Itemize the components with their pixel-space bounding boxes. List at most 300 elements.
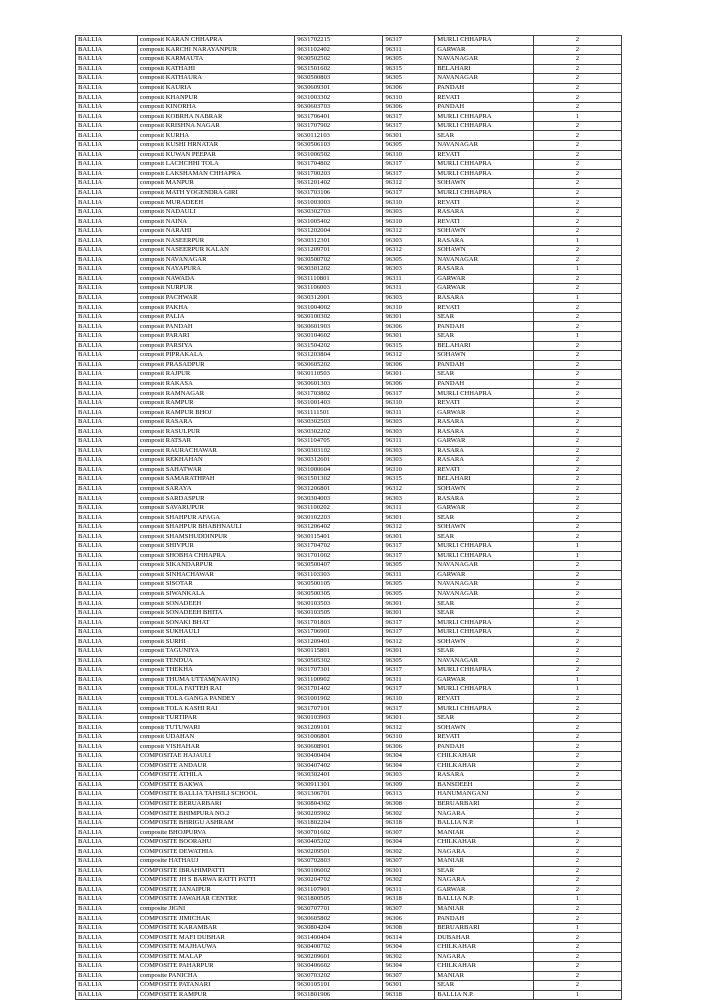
table-row	[76, 379, 622, 389]
table-row	[76, 608, 622, 618]
school-code-cell: 9631801906	[295, 990, 383, 1000]
school-name-cell: composit SONADEEH BHITA	[137, 608, 294, 618]
block-name-cell: SEAR	[435, 599, 533, 609]
school-name-cell: composit KATHAHI	[137, 64, 294, 74]
district-cell: BALLIA	[76, 389, 138, 399]
block-code-cell: 96305	[383, 589, 435, 599]
school-code-cell: 9630605802	[295, 914, 383, 924]
table-row	[76, 55, 622, 65]
count-cell: 2	[533, 207, 621, 217]
school-code-cell: 9631100202	[295, 503, 383, 513]
block-code-cell: 96303	[383, 207, 435, 217]
block-name-cell: MURLI CHHAPRA	[435, 666, 533, 676]
district-cell: BALLIA	[76, 112, 138, 122]
count-cell: 2	[533, 599, 621, 609]
block-name-cell: BELAHARI	[435, 64, 533, 74]
school-code-cell: 9630707701	[295, 904, 383, 914]
block-name-cell: PANDAH	[435, 360, 533, 370]
block-code-cell: 96308	[383, 923, 435, 933]
district-cell: BALLIA	[76, 971, 138, 981]
school-name-cell: COMPOSITE BALLIA TAHSILI SCHOOL	[137, 790, 294, 800]
block-code-cell: 96317	[383, 36, 435, 46]
table-row	[76, 246, 622, 256]
block-name-cell: SEAR	[435, 131, 533, 141]
school-name-cell: composite BHOJPURVA	[137, 828, 294, 838]
count-cell: 2	[533, 971, 621, 981]
school-code-cell: 9630702803	[295, 857, 383, 867]
district-cell: BALLIA	[76, 36, 138, 46]
table-row	[76, 36, 622, 46]
block-code-cell: 96301	[383, 647, 435, 657]
school-code-cell: 9630407402	[295, 761, 383, 771]
school-name-cell: composit SAMARATHPAH	[137, 475, 294, 485]
district-cell: BALLIA	[76, 370, 138, 380]
school-list-table	[75, 35, 622, 1000]
school-code-cell: 9630302202	[295, 427, 383, 437]
table-row	[76, 389, 622, 399]
district-cell: BALLIA	[76, 93, 138, 103]
school-code-cell: 9630105101	[295, 981, 383, 991]
block-code-cell: 96301	[383, 866, 435, 876]
block-code-cell: 96307	[383, 971, 435, 981]
school-name-cell: COMPOSITE MALAP	[137, 952, 294, 962]
table-row	[76, 341, 622, 351]
block-code-cell: 96311	[383, 408, 435, 418]
district-cell: BALLIA	[76, 265, 138, 275]
block-name-cell: GARWAR	[435, 675, 533, 685]
district-cell: BALLIA	[76, 713, 138, 723]
district-cell: BALLIA	[76, 322, 138, 332]
table-row	[76, 647, 622, 657]
table-row	[76, 780, 622, 790]
block-code-cell: 96305	[383, 55, 435, 65]
district-cell: BALLIA	[76, 274, 138, 284]
school-name-cell: COMPOSITAE HAJAULI	[137, 752, 294, 762]
block-code-cell: 96306	[383, 360, 435, 370]
school-name-cell: composit NASEERPUR KALAN	[137, 246, 294, 256]
school-name-cell: composit LACHCHHI TOLA	[137, 160, 294, 170]
school-name-cell: composit KARAN CHHAPRA	[137, 36, 294, 46]
count-cell: 2	[533, 121, 621, 131]
table-row	[76, 541, 622, 551]
count-cell: 2	[533, 608, 621, 618]
school-name-cell: composit PAKHA	[137, 303, 294, 313]
school-name-cell: COMPOSITE DEWATHIA	[137, 847, 294, 857]
block-code-cell: 96306	[383, 379, 435, 389]
school-code-cell: 9631111501	[295, 408, 383, 418]
count-cell: 2	[533, 484, 621, 494]
district-cell: BALLIA	[76, 942, 138, 952]
table-row	[76, 828, 622, 838]
block-code-cell: 96307	[383, 857, 435, 867]
school-code-cell: 9630505302	[295, 656, 383, 666]
block-name-cell: GARWAR	[435, 45, 533, 55]
block-code-cell: 96310	[383, 198, 435, 208]
school-code-cell: 9630205902	[295, 809, 383, 819]
district-cell: BALLIA	[76, 198, 138, 208]
block-code-cell: 96307	[383, 904, 435, 914]
count-cell: 2	[533, 360, 621, 370]
block-name-cell: RASARA	[435, 265, 533, 275]
table-row	[76, 904, 622, 914]
school-name-cell: composit TURTIPAR	[137, 713, 294, 723]
block-code-cell: 96307	[383, 828, 435, 838]
district-cell: BALLIA	[76, 904, 138, 914]
school-name-cell: composit RASULPUR	[137, 427, 294, 437]
table-row	[76, 933, 622, 943]
district-cell: BALLIA	[76, 503, 138, 513]
count-cell: 2	[533, 704, 621, 714]
school-name-cell: composit NAINA	[137, 217, 294, 227]
school-code-cell: 9630406602	[295, 962, 383, 972]
table-row	[76, 226, 622, 236]
count-cell: 2	[533, 255, 621, 265]
count-cell: 2	[533, 341, 621, 351]
table-row	[76, 990, 622, 1000]
school-code-cell: 9631001403	[295, 398, 383, 408]
table-row	[76, 188, 622, 198]
block-code-cell: 96310	[383, 465, 435, 475]
school-name-cell: composit RAJPUR	[137, 370, 294, 380]
count-cell: 1	[533, 331, 621, 341]
district-cell: BALLIA	[76, 456, 138, 466]
district-cell: BALLIA	[76, 809, 138, 819]
block-code-cell: 96311	[383, 274, 435, 284]
school-name-cell: composit RAMPUR	[137, 398, 294, 408]
school-code-cell: 9631501602	[295, 64, 383, 74]
school-name-cell: composit SISOTAR	[137, 580, 294, 590]
school-code-cell: 9631102402	[295, 45, 383, 55]
count-cell: 2	[533, 561, 621, 571]
block-name-cell: MANIAR	[435, 904, 533, 914]
district-cell: BALLIA	[76, 704, 138, 714]
count-cell: 2	[533, 580, 621, 590]
count-cell: 2	[533, 303, 621, 313]
district-cell: BALLIA	[76, 837, 138, 847]
count-cell: 2	[533, 694, 621, 704]
school-name-cell: composit THUMA UTTAM(NAVIN)	[137, 675, 294, 685]
school-code-cell: 9631704802	[295, 160, 383, 170]
block-code-cell: 96312	[383, 246, 435, 256]
table-row	[76, 293, 622, 303]
count-cell: 2	[533, 131, 621, 141]
district-cell: BALLIA	[76, 494, 138, 504]
school-name-cell: composit KOBRHA NABRAR	[137, 112, 294, 122]
count-cell: 2	[533, 962, 621, 972]
school-code-cell: 9630100302	[295, 312, 383, 322]
district-cell: BALLIA	[76, 914, 138, 924]
school-code-cell: 9631306701	[295, 790, 383, 800]
block-name-cell: MURLI CHHAPRA	[435, 685, 533, 695]
school-code-cell: 9630302401	[295, 771, 383, 781]
block-name-cell: SEAR	[435, 647, 533, 657]
school-name-cell: composit SAHATWAR	[137, 465, 294, 475]
school-code-cell: 9630500105	[295, 580, 383, 590]
school-name-cell: COMPOSITE BERUARBARI	[137, 799, 294, 809]
district-cell: BALLIA	[76, 427, 138, 437]
count-cell: 2	[533, 570, 621, 580]
school-name-cell: composit NADAULI	[137, 207, 294, 217]
block-name-cell: MURLI CHHAPRA	[435, 704, 533, 714]
block-name-cell: SEAR	[435, 713, 533, 723]
block-code-cell: 96311	[383, 436, 435, 446]
table-row	[76, 274, 622, 284]
school-name-cell: composit KINORHA	[137, 102, 294, 112]
block-name-cell: MURLI CHHAPRA	[435, 618, 533, 628]
table-row	[76, 74, 622, 84]
school-code-cell: 9631103303	[295, 570, 383, 580]
school-code-cell: 9631707101	[295, 704, 383, 714]
block-code-cell: 96306	[383, 102, 435, 112]
school-code-cell: 9631704702	[295, 541, 383, 551]
school-code-cell: 9630103505	[295, 608, 383, 618]
count-cell: 2	[533, 627, 621, 637]
block-name-cell: RASARA	[435, 236, 533, 246]
school-code-cell: 9631004002	[295, 303, 383, 313]
block-name-cell: SEAR	[435, 312, 533, 322]
block-name-cell: NAGARA	[435, 952, 533, 962]
school-name-cell: COMPOSITE JH S BARWA RATTI PATTI	[137, 876, 294, 886]
school-name-cell: composit SAVARUPUR	[137, 503, 294, 513]
school-name-cell: composit MATH YOGENDRA GIRI	[137, 188, 294, 198]
school-code-cell: 9630608901	[295, 742, 383, 752]
school-code-cell: 9631703802	[295, 389, 383, 399]
table-row	[76, 818, 622, 828]
block-name-cell: MANIAR	[435, 971, 533, 981]
school-name-cell: COMPOSITE BAKWA	[137, 780, 294, 790]
school-name-cell: composit KUSHI HRNATAR	[137, 141, 294, 151]
block-code-cell: 96305	[383, 656, 435, 666]
count-cell: 2	[533, 914, 621, 924]
district-cell: BALLIA	[76, 351, 138, 361]
school-name-cell: COMPOSITE BOORAHU	[137, 837, 294, 847]
count-cell: 2	[533, 55, 621, 65]
district-cell: BALLIA	[76, 847, 138, 857]
block-name-cell: NAVANAGAR	[435, 589, 533, 599]
block-name-cell: NAVANAGAR	[435, 74, 533, 84]
block-name-cell: BANSDEEH	[435, 780, 533, 790]
table-row	[76, 112, 622, 122]
block-code-cell: 96305	[383, 255, 435, 265]
table-row	[76, 771, 622, 781]
block-name-cell: GARWAR	[435, 274, 533, 284]
school-code-cell: 9630110503	[295, 370, 383, 380]
count-cell: 2	[533, 847, 621, 857]
school-name-cell: composit KUWAN PEEPAR	[137, 150, 294, 160]
table-row	[76, 169, 622, 179]
school-name-cell: composit NURPUR	[137, 284, 294, 294]
table-row	[76, 255, 622, 265]
count-cell: 2	[533, 723, 621, 733]
table-row	[76, 713, 622, 723]
school-code-cell: 9631003003	[295, 198, 383, 208]
school-code-cell: 9630106002	[295, 866, 383, 876]
school-name-cell: COMPOSITE ANDAUR	[137, 761, 294, 771]
school-name-cell: composit SONADEEH	[137, 599, 294, 609]
table-row	[76, 752, 622, 762]
district-cell: BALLIA	[76, 647, 138, 657]
district-cell: BALLIA	[76, 284, 138, 294]
count-cell: 2	[533, 981, 621, 991]
district-cell: BALLIA	[76, 532, 138, 542]
school-name-cell: composit RAMNAGAR	[137, 389, 294, 399]
district-cell: BALLIA	[76, 217, 138, 227]
table-row	[76, 971, 622, 981]
school-code-cell: 9631104705	[295, 436, 383, 446]
table-row	[76, 809, 622, 819]
district-cell: BALLIA	[76, 685, 138, 695]
table-row	[76, 847, 622, 857]
table-row	[76, 685, 622, 695]
count-cell: 2	[533, 809, 621, 819]
count-cell: 2	[533, 179, 621, 189]
school-name-cell: composit NASEERPUR	[137, 236, 294, 246]
block-code-cell: 96317	[383, 685, 435, 695]
school-code-cell: 9631701402	[295, 685, 383, 695]
block-name-cell: SOHAWN	[435, 246, 533, 256]
school-name-cell: composit SHAMSHUDDINPUR	[137, 532, 294, 542]
count-cell: 1	[533, 923, 621, 933]
block-name-cell: SOHAWN	[435, 522, 533, 532]
school-name-cell: composit NAWADA	[137, 274, 294, 284]
count-cell: 1	[533, 818, 621, 828]
table-row	[76, 456, 622, 466]
count-cell: 2	[533, 618, 621, 628]
block-code-cell: 96312	[383, 226, 435, 236]
block-code-cell: 96311	[383, 675, 435, 685]
table-row	[76, 675, 622, 685]
block-name-cell: MURLI CHHAPRA	[435, 160, 533, 170]
district-cell: BALLIA	[76, 637, 138, 647]
count-cell: 2	[533, 351, 621, 361]
school-code-cell: 9630303102	[295, 446, 383, 456]
school-code-cell: 9630115401	[295, 532, 383, 542]
block-name-cell: CHILKAHAR	[435, 942, 533, 952]
school-name-cell: composit KURHA	[137, 131, 294, 141]
school-code-cell: 9631110801	[295, 274, 383, 284]
block-name-cell: SEAR	[435, 532, 533, 542]
school-name-cell: composit PARSIYA	[137, 341, 294, 351]
school-name-cell: composit TENDUA	[137, 656, 294, 666]
school-name-cell: composit PIPRAKALA	[137, 351, 294, 361]
school-code-cell: 9630500702	[295, 255, 383, 265]
block-name-cell: NAVANAGAR	[435, 141, 533, 151]
block-name-cell: SOHAWN	[435, 226, 533, 236]
table-row	[76, 656, 622, 666]
table-row	[76, 370, 622, 380]
school-name-cell: COMPOSITE KARAMBAR	[137, 923, 294, 933]
block-name-cell: PANDAH	[435, 379, 533, 389]
table-row	[76, 207, 622, 217]
school-code-cell: 9630115801	[295, 647, 383, 657]
block-code-cell: 96318	[383, 895, 435, 905]
block-code-cell: 96311	[383, 885, 435, 895]
block-code-cell: 96317	[383, 704, 435, 714]
table-row	[76, 102, 622, 112]
table-row	[76, 93, 622, 103]
district-cell: BALLIA	[76, 580, 138, 590]
block-code-cell: 96304	[383, 761, 435, 771]
district-cell: BALLIA	[76, 627, 138, 637]
table-row	[76, 331, 622, 341]
district-cell: BALLIA	[76, 761, 138, 771]
district-cell: BALLIA	[76, 771, 138, 781]
table-row	[76, 704, 622, 714]
school-name-cell: composit REKHAHAN	[137, 456, 294, 466]
block-code-cell: 96306	[383, 742, 435, 752]
block-code-cell: 96301	[383, 331, 435, 341]
school-code-cell: 9630104602	[295, 331, 383, 341]
block-name-cell: SEAR	[435, 866, 533, 876]
block-name-cell: MURLI CHHAPRA	[435, 169, 533, 179]
district-cell: BALLIA	[76, 408, 138, 418]
count-cell: 2	[533, 427, 621, 437]
table-row	[76, 866, 622, 876]
block-name-cell: CHILKAHAR	[435, 962, 533, 972]
block-name-cell: SOHAWN	[435, 637, 533, 647]
block-name-cell: BELAHARI	[435, 475, 533, 485]
count-cell: 2	[533, 589, 621, 599]
school-code-cell: 9631006801	[295, 732, 383, 742]
count-cell: 2	[533, 169, 621, 179]
district-cell: BALLIA	[76, 561, 138, 571]
district-cell: BALLIA	[76, 83, 138, 93]
table-row	[76, 150, 622, 160]
count-cell: 1	[533, 265, 621, 275]
district-cell: BALLIA	[76, 207, 138, 217]
block-code-cell: 96303	[383, 417, 435, 427]
school-name-cell: composit NAVANAGAR	[137, 255, 294, 265]
block-code-cell: 96305	[383, 141, 435, 151]
block-code-cell: 96301	[383, 713, 435, 723]
school-code-cell: 9631206801	[295, 484, 383, 494]
school-name-cell: composit RAURACHAWAR	[137, 446, 294, 456]
school-name-cell: composit MANPUR	[137, 179, 294, 189]
block-name-cell: NAVANAGAR	[435, 55, 533, 65]
school-name-cell: composit RASARA	[137, 417, 294, 427]
count-cell: 2	[533, 198, 621, 208]
school-name-cell: composit SIKANDARPUR	[137, 561, 294, 571]
school-name-cell: COMPOSITE JANAIPUR	[137, 885, 294, 895]
count-cell: 2	[533, 771, 621, 781]
count-cell: 2	[533, 885, 621, 895]
block-name-cell: PANDAH	[435, 322, 533, 332]
count-cell: 2	[533, 141, 621, 151]
block-code-cell: 96317	[383, 627, 435, 637]
school-code-cell: 9630500305	[295, 589, 383, 599]
block-code-cell: 96301	[383, 370, 435, 380]
district-cell: BALLIA	[76, 876, 138, 886]
district-cell: BALLIA	[76, 150, 138, 160]
school-name-cell: COMPOSITE BHIMPURA NO.2	[137, 809, 294, 819]
count-cell: 2	[533, 246, 621, 256]
table-row	[76, 580, 622, 590]
block-name-cell: RASARA	[435, 494, 533, 504]
table-row	[76, 923, 622, 933]
count-cell: 2	[533, 475, 621, 485]
block-name-cell: SEAR	[435, 370, 533, 380]
table-row	[76, 723, 622, 733]
district-cell: BALLIA	[76, 398, 138, 408]
block-code-cell: 96306	[383, 322, 435, 332]
block-name-cell: SEAR	[435, 981, 533, 991]
district-cell: BALLIA	[76, 484, 138, 494]
block-name-cell: RASARA	[435, 446, 533, 456]
school-code-cell: 9631400404	[295, 933, 383, 943]
district-cell: BALLIA	[76, 895, 138, 905]
block-name-cell: NAGARA	[435, 847, 533, 857]
block-name-cell: GARWAR	[435, 885, 533, 895]
